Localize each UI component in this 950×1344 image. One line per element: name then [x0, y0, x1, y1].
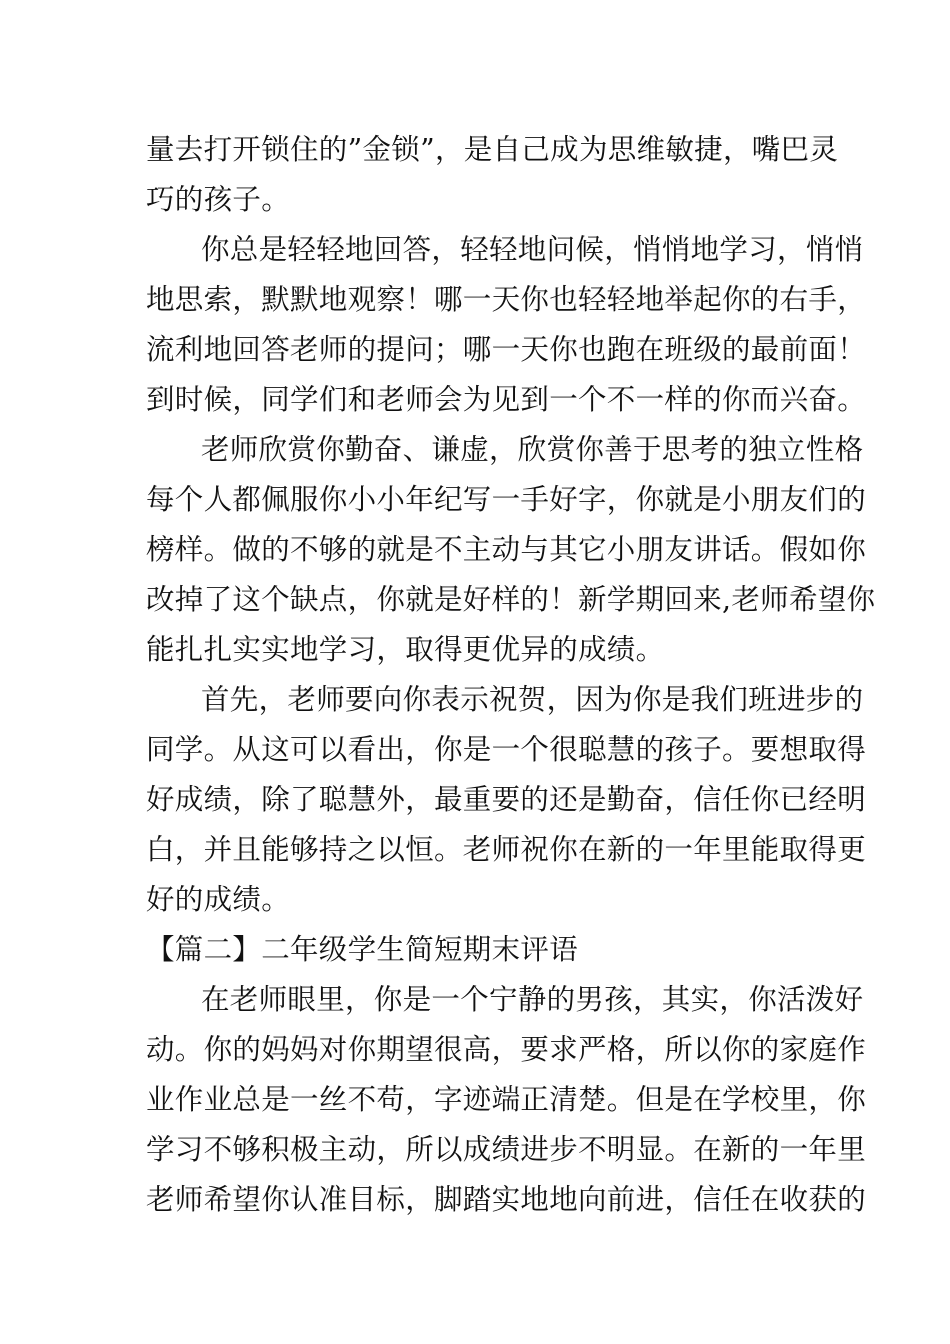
text-line: 业作业总是一丝不苟，字迹端正清楚。但是在学校里，你	[146, 1083, 867, 1116]
text-line: 量去打开锁住的”金锁”，是自己成为思维敏捷，嘴巴灵	[146, 133, 839, 166]
text-line: 好的成绩。	[146, 883, 291, 916]
text-line: 巧的孩子。	[146, 183, 291, 216]
text-line: 每个人都佩服你小小年纪写一手好字，你就是小朋友们的	[146, 483, 867, 516]
text-line: 地思索，默默地观察！哪一天你也轻轻地举起你的右手，	[146, 283, 867, 316]
text-line: 到时候，同学们和老师会为见到一个不一样的你而兴奋。	[146, 383, 867, 416]
text-line: 学习不够积极主动，所以成绩进步不明显。在新的一年里	[146, 1133, 867, 1166]
paragraph-first-line: 在老师眼里，你是一个宁静的男孩，其实，你活泼好	[201, 983, 864, 1016]
text-line: 榜样。做的不够的就是不主动与其它小朋友讲话。假如你	[146, 533, 867, 566]
text-line: 流利地回答老师的提问；哪一天你也跑在班级的最前面！	[146, 333, 867, 366]
text-line: 白，并且能够持之以恒。老师祝你在新的一年里能取得更	[146, 833, 867, 866]
text-line: 动。你的妈妈对你期望很高，要求严格，所以你的家庭作	[146, 1033, 867, 1066]
text-line: 老师希望你认准目标，脚踏实地地向前进，信任在收获的	[146, 1183, 867, 1216]
text-line: 改掉了这个缺点，你就是好样的！新学期回来,老师希望你	[146, 583, 876, 616]
paragraph-first-line: 首先，老师要向你表示祝贺，因为你是我们班进步的	[201, 683, 864, 716]
paragraph-first-line: 老师欣赏你勤奋、谦虚，欣赏你善于思考的独立性格	[201, 433, 864, 466]
text-line: 同学。从这可以看出，你是一个很聪慧的孩子。要想取得	[146, 733, 867, 766]
paragraph-first-line: 你总是轻轻地回答，轻轻地问候，悄悄地学习，悄悄	[201, 233, 864, 266]
text-line: 好成绩，除了聪慧外，最重要的还是勤奋，信任你已经明	[146, 783, 867, 816]
section-heading: 【篇二】二年级学生简短期末评语	[146, 933, 579, 966]
text-line: 能扎扎实实地学习，取得更优异的成绩。	[146, 633, 665, 666]
